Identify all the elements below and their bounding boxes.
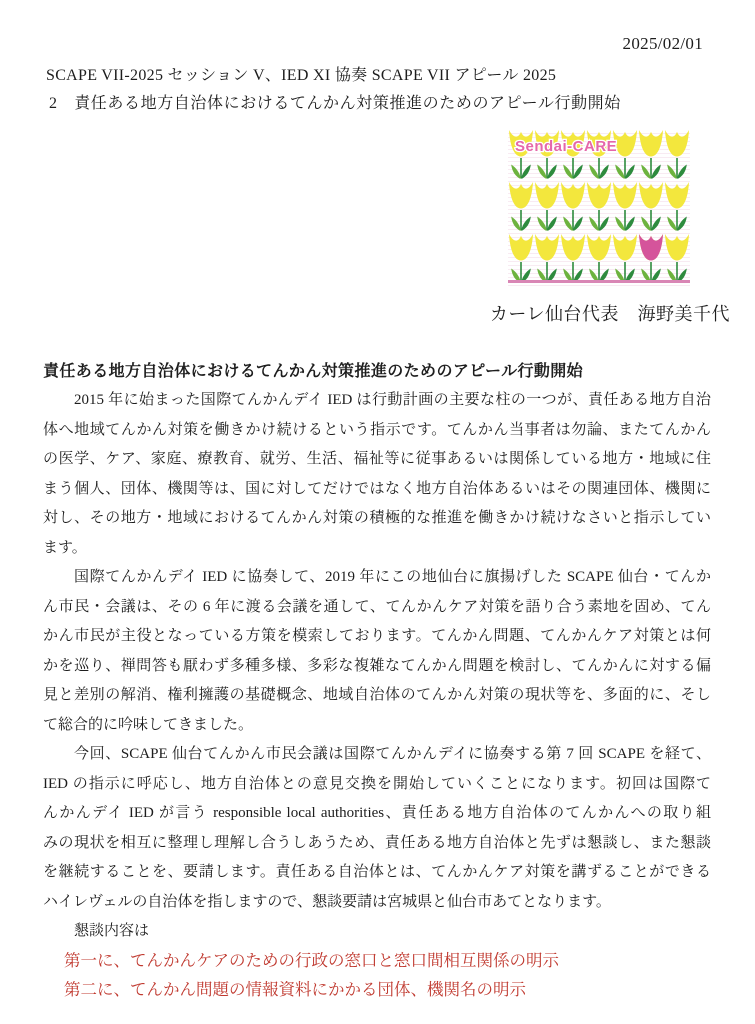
appeal-item-2: 第二に、てんかん問題の情報資料にかかる団体、機関名の明示 (64, 981, 526, 999)
sendai-care-logo (508, 130, 690, 288)
body-line: IED の指示に呼応し、地方自治体との意見交換を開始していくことになります。初回は国際て (43, 775, 711, 792)
logo-bottom-rule (508, 280, 690, 283)
header-line-item2: 2 責任ある地方自治体におけるてんかん対策推進のためのアピール行動開始 (49, 95, 621, 112)
body-line: かを巡り、禅問答も厭わず多種多様、多彩な複雑なてんかん問題を検討し、てんかんに対する偏 (43, 657, 711, 674)
body-line: の医学、ケア、家庭、療教育、就労、生活、福祉等に従事あるいは関係している地方・地域に住 (43, 451, 711, 467)
body-line: まう個人、団体、機関等は、国に対してだけではなく地方自治体あるいはその関連団体、機関に (43, 480, 711, 497)
body-text-block (43, 386, 711, 1006)
body-line: 2015 年に始まった国際てんかんデイ IED は行動計画の主要な柱の一つが、責任ある地方自治 (74, 392, 711, 408)
date-text: 2025/02/01 (622, 34, 703, 53)
appeal-item-1: 第一に、てんかんケアのための行政の窓口と窓口間相互関係の明示 (64, 951, 559, 970)
body-line: ます。 (43, 539, 87, 556)
body-line: 見と差別の解消、権利擁護の基礎概念、地域自治体のてんかん対策の現状等を、多面的に、そし (43, 687, 711, 703)
body-line: 今回、SCAPE 仙台てんかん市民会議は国際てんかんデイに協奏する第 7 回 SCAPE を経て、 (74, 746, 711, 762)
body-line: 対し、その地方・地域におけるてんかん対策の積極的な推進を働きかけ続けなさいと指示してい (43, 510, 711, 526)
body-line: を継続することを、要請します。責任ある自治体とは、てんかんケア対策を講ずることができる (43, 864, 711, 880)
body-line: かん市民が主役となっている方策を模索しております。てんかん問題、てんかんケア対策とは何 (43, 628, 711, 644)
body-line: 体へ地域てんかん対策を働きかけ続けるという指示です。てんかん当事者は勿論、またてんかん (43, 421, 711, 438)
attribution-text: カーレ仙台代表 海野美千代 (489, 304, 730, 324)
body-line: ん市民・会議は、その 6 年に渡る会議を通して、てんかんケア対策を語り合う素地を固め、てん (43, 598, 711, 615)
body-line: みの現状を相互に整理し理解し合うしあうため、責任ある地方自治体と先ずは懇談し、また懇談 (43, 834, 711, 851)
kondan-intro-line: 懇談内容は (74, 923, 150, 939)
brand-text: Sendai-CARE (515, 138, 618, 155)
body-line: んかんデイ IED が言う responsible local authorities、責任ある地方自治体のてんかんへの取り組 (43, 805, 711, 821)
header-line-session: SCAPE VII-2025 セッション V、IED XI 協奏 SCAPE VII アピール 2025 (46, 67, 557, 84)
tulip-pattern-image (508, 130, 690, 288)
section-heading: 責任ある地方自治体におけるてんかん対策推進のためのアピール行動開始 (43, 363, 584, 380)
body-line: て総合的に吟味してきました。 (43, 716, 254, 733)
body-line: ハイレヴェルの自治体を指しますので、懇談要請は宮城県と仙台市あてとなります。 (43, 893, 611, 910)
body-line: 国際てんかんデイ IED に協奏して、2019 年にこの地仙台に旗揚げした SCAPE 仙台・てんか (74, 569, 711, 585)
